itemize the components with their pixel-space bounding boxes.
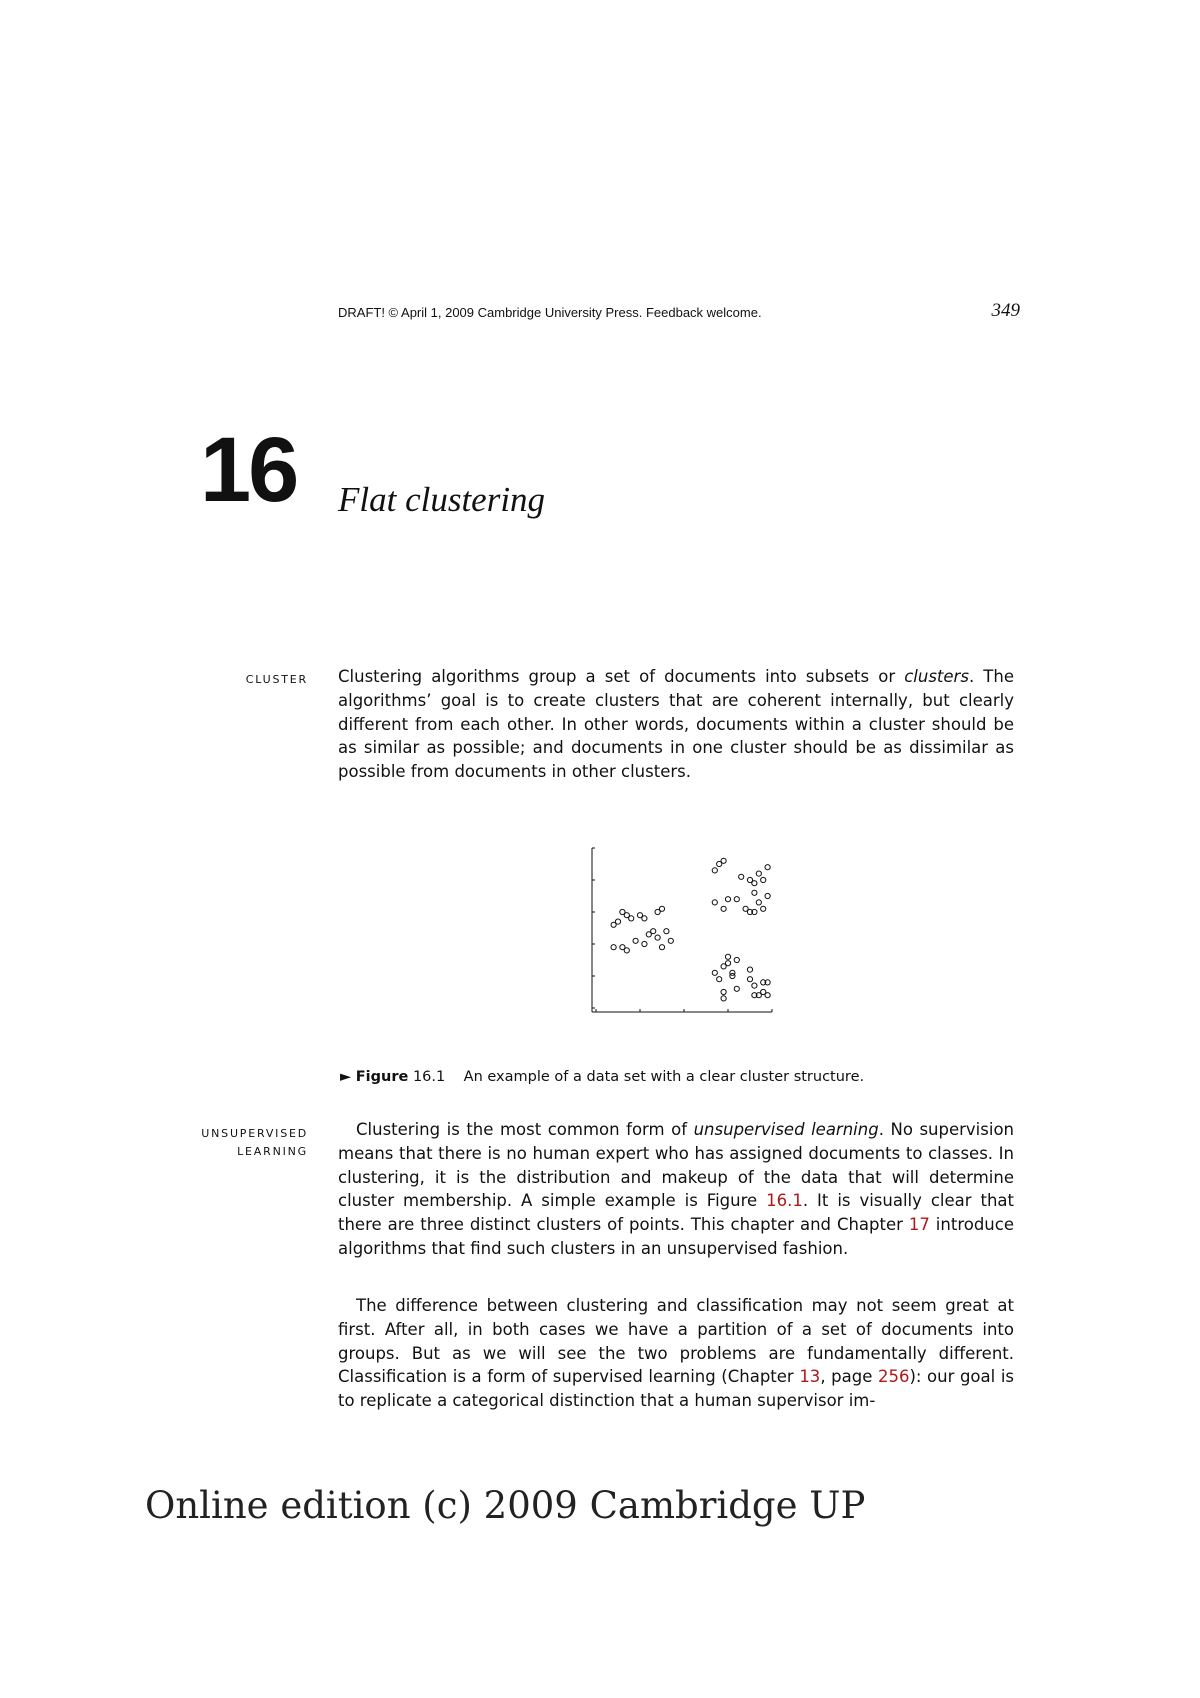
paragraph-difference-text-3: ): our goal is to replicate a categorical distinction that a human supervisor im-	[338, 1367, 1014, 1411]
scatter-point	[734, 986, 739, 991]
paragraph-unsupervised-text-3: . It is visually clear that there are three distinct clusters of points. This chapter and Chapter	[338, 1191, 1014, 1235]
scatter-point	[655, 935, 660, 940]
paragraph-difference-text-2: , page	[820, 1367, 878, 1387]
paragraph-difference-text-1: The difference between clustering and classification may not seem great at first. After all, in both cases we have a partition of a set of documents into groups. But as we will see the two problems are fundamentally different. Classification is a form of supervised learning (Chapter	[338, 1296, 1014, 1387]
term-unsupervised-learning: unsupervised learning	[693, 1120, 879, 1139]
scatter-point	[743, 906, 748, 911]
figure-reference-link[interactable]: 16.1	[766, 1191, 803, 1211]
scatter-point	[730, 973, 735, 978]
scatter-point	[734, 897, 739, 902]
term-clusters: clusters	[904, 667, 969, 686]
scatter-point	[721, 906, 726, 911]
footer-edition-watermark: Online edition (c) 2009 Cambridge UP	[145, 1484, 866, 1527]
scatter-point	[659, 906, 664, 911]
scatter-point	[756, 900, 761, 905]
scatter-point	[611, 945, 616, 950]
scatter-point	[734, 957, 739, 962]
scatter-point	[765, 993, 770, 998]
margin-note-unsupervised-learning	[201, 1125, 308, 1161]
scatter-point	[642, 941, 647, 946]
chapter-number: 16	[200, 419, 297, 521]
scatter-point	[624, 948, 629, 953]
figure-number: 16.1	[412, 1069, 446, 1085]
scatter-plot	[572, 838, 792, 1038]
plot-axes	[592, 848, 772, 1012]
scatter-point	[712, 900, 717, 905]
scatter-point	[725, 954, 730, 959]
scatter-point	[629, 916, 634, 921]
scatter-point	[761, 906, 766, 911]
scatter-point	[712, 868, 717, 873]
paragraph-intro-text-2: . The algorithms’ goal is to create clusters that are coherent internally, but clearly different from each other. In other words, documents within a cluster should be as similar as possible; and documents in one cluster should be as dissimilar as possible from documents in other clusters.	[338, 667, 1014, 782]
scatter-point	[747, 977, 752, 982]
scatter-point	[721, 996, 726, 1001]
scatter-point	[765, 893, 770, 898]
scatter-point	[765, 865, 770, 870]
margin-note-line-1: UNSUPERVISED	[201, 1127, 308, 1140]
scatter-point	[725, 897, 730, 902]
scatter-point	[642, 916, 647, 921]
scatter-point	[717, 977, 722, 982]
scatter-point	[721, 858, 726, 863]
margin-note-cluster: CLUSTER	[245, 673, 308, 686]
chapter-13-reference-link[interactable]: 13	[799, 1367, 821, 1387]
scatter-point	[668, 938, 673, 943]
paragraph-intro-text-1: Clustering algorithms group a set of documents into subsets or	[338, 667, 905, 686]
scatter-point	[756, 871, 761, 876]
paragraph-unsupervised-text-2: . No supervision means that there is no human expert who has assigned documents to classes. In clustering, it is the distribution and makeup of the data that will determine cluster membership. A simple example is Figure	[338, 1120, 1014, 1211]
scatter-point	[646, 932, 651, 937]
data-points	[611, 858, 770, 1001]
scatter-point	[752, 881, 757, 886]
figure-caption-text: An example of a data set with a clear cluster structure.	[463, 1069, 865, 1085]
scatter-point	[725, 961, 730, 966]
scatter-point	[739, 874, 744, 879]
page-256-reference-link[interactable]: 256	[877, 1367, 910, 1387]
paragraph-difference	[338, 1294, 1014, 1413]
scatter-point	[615, 919, 620, 924]
paragraph-unsupervised	[338, 1118, 1014, 1261]
figure-marker-icon: ►	[340, 1069, 352, 1085]
scatter-point	[761, 877, 766, 882]
scatter-point	[664, 929, 669, 934]
scatter-point	[633, 938, 638, 943]
page-number: 349	[991, 300, 1020, 321]
paragraph-intro	[338, 665, 1014, 784]
figure-label: Figure	[355, 1069, 409, 1085]
paragraph-unsupervised-text-4: introduce algorithms that find such clusters in an unsupervised fashion.	[338, 1215, 1014, 1258]
chapter-17-reference-link[interactable]: 17	[908, 1215, 930, 1235]
running-header: DRAFT! © April 1, 2009 Cambridge University Press. Feedback welcome.	[338, 305, 762, 320]
scatter-point	[747, 967, 752, 972]
chapter-title: Flat clustering	[338, 480, 546, 519]
margin-note-line-2: LEARNING	[237, 1145, 308, 1158]
scatter-point	[659, 945, 664, 950]
scatter-point	[752, 890, 757, 895]
scatter-point	[752, 983, 757, 988]
scatter-point	[712, 970, 717, 975]
paragraph-unsupervised-text-1: Clustering is the most common form of	[356, 1120, 694, 1139]
figure-caption	[340, 1068, 864, 1086]
scatter-point	[721, 989, 726, 994]
